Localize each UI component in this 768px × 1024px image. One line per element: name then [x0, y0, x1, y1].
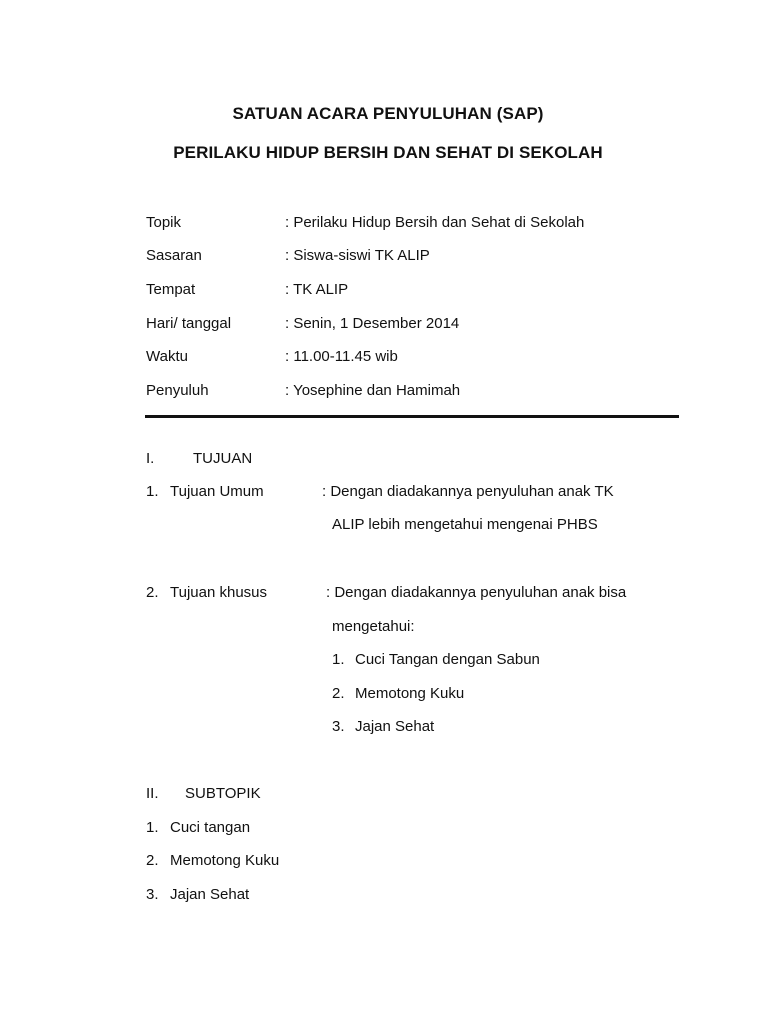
- info-label: Tempat: [146, 281, 196, 298]
- item-text: ALIP lebih mengetahui mengenai PHBS: [332, 516, 598, 533]
- horizontal-divider: [145, 415, 679, 418]
- item-number: 1.: [146, 483, 159, 500]
- info-label: Waktu: [146, 348, 188, 365]
- item-text: Jajan Sehat: [170, 886, 250, 903]
- item-text: mengetahui:: [332, 618, 415, 635]
- item-number: 2.: [146, 584, 159, 601]
- document-title: SATUAN ACARA PENYULUHAN (SAP): [232, 104, 544, 123]
- subitem-number: 2.: [332, 685, 345, 702]
- info-value: : Yosephine dan Hamimah: [285, 382, 461, 399]
- item-text: Memotong Kuku: [170, 852, 280, 869]
- subitem-text: Cuci Tangan dengan Sabun: [355, 651, 540, 668]
- info-label: Sasaran: [146, 247, 202, 264]
- section-heading: SUBTOPIK: [185, 785, 261, 802]
- item-text: : Dengan diadakannya penyuluhan anak bisa: [326, 584, 627, 601]
- info-value: : TK ALIP: [285, 281, 349, 298]
- info-label: Penyuluh: [146, 382, 209, 399]
- document-subtitle: PERILAKU HIDUP BERSIH DAN SEHAT DI SEKOLAH: [173, 143, 603, 162]
- section-numeral: II.: [146, 785, 159, 802]
- item-number: 1.: [146, 819, 159, 836]
- subitem-number: 1.: [332, 651, 345, 668]
- item-label: Tujuan Umum: [170, 483, 264, 500]
- item-text: : Dengan diadakannya penyuluhan anak TK: [322, 483, 614, 500]
- item-label: Tujuan khusus: [170, 584, 268, 601]
- info-value: : Senin, 1 Desember 2014: [285, 315, 460, 332]
- item-text: Cuci tangan: [170, 819, 251, 836]
- subitem-text: Memotong Kuku: [355, 685, 465, 702]
- subitem-number: 3.: [332, 718, 345, 735]
- subitem-text: Jajan Sehat: [355, 718, 435, 735]
- info-value: : Siswa-siswi TK ALIP: [285, 247, 430, 264]
- info-label: Hari/ tanggal: [146, 315, 232, 332]
- section-heading: TUJUAN: [193, 450, 253, 467]
- info-value: : 11.00-11.45 wib: [285, 348, 398, 365]
- item-number: 2.: [146, 852, 159, 869]
- info-value: : Perilaku Hidup Bersih dan Sehat di Sekolah: [285, 214, 585, 231]
- info-label: Topik: [146, 214, 182, 231]
- item-number: 3.: [146, 886, 159, 903]
- section-numeral: I.: [146, 450, 155, 467]
